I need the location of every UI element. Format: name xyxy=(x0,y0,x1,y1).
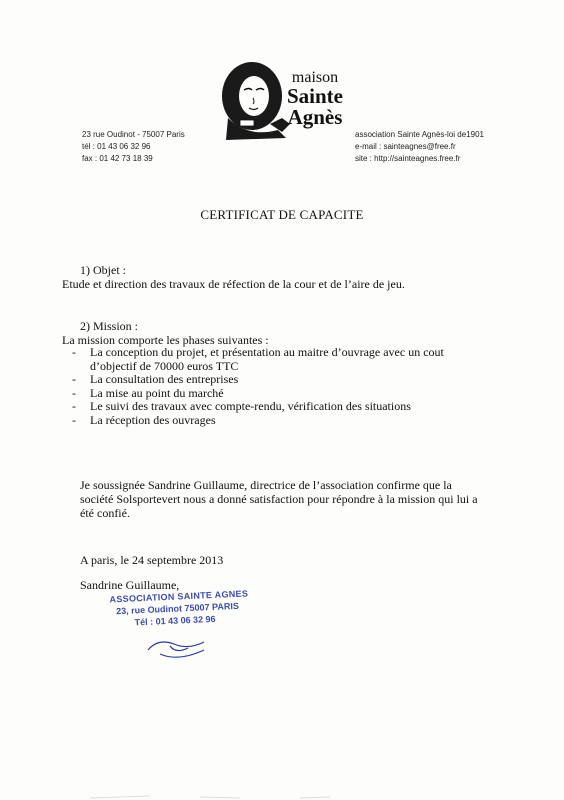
signer-name: Sandrine Guillaume, xyxy=(80,578,180,592)
mission-list xyxy=(72,346,444,427)
list-item: - Le suivi des travaux avec compte-rendu, vérification des situations xyxy=(72,399,411,413)
scan-edge-marks xyxy=(0,788,564,800)
confirmation-paragraph: Je soussignée Sandrine Guillaume, directrice de l’association confirme que la société Solsportevert nous a donné satisfaction pour répondre à la mission qui lui a été confié. xyxy=(80,478,478,520)
address-left xyxy=(82,129,185,165)
association-legal: association Sainte Agnès-loi de1901 xyxy=(355,130,484,139)
list-item: - La réception des ouvrages xyxy=(72,412,216,427)
association-email: e-mail : sainteagnes@free.fr xyxy=(355,142,456,151)
association-stamp xyxy=(109,587,270,630)
address-fax: fax : 01 42 73 18 39 xyxy=(82,154,153,163)
page-title: CERTIFICAT DE CAPACITE xyxy=(200,207,364,222)
section1-heading: 1) Objet : xyxy=(80,263,126,277)
signature-icon xyxy=(140,628,220,668)
stamp-line1: ASSOCIATION SAINTE AGNES xyxy=(109,588,249,605)
logo-line2: Sainte xyxy=(286,84,343,108)
list-item: - La mise au point du marché xyxy=(72,385,224,400)
stamp-line3: Tél : 01 43 06 32 96 xyxy=(134,613,216,628)
date-line: A paris, le 24 septembre 2013 xyxy=(80,553,224,567)
logo-wordmark xyxy=(270,70,360,128)
section1-text: Etude et direction des travaux de réfection de la cour et de l’aire de jeu. xyxy=(62,277,405,291)
address-phone: tél : 01 43 06 32 96 xyxy=(82,142,151,151)
list-item: - La consultation des entreprises xyxy=(72,372,239,386)
logo-line3: Agnès xyxy=(287,105,343,129)
stamp-line2: 23, rue Oudinot 75007 PARIS xyxy=(115,600,240,617)
address-right xyxy=(355,129,484,165)
section2-intro: La mission comporte les phases suivantes : xyxy=(62,333,269,347)
address-street: 23 rue Oudinot - 75007 Paris xyxy=(82,130,185,139)
section2-heading: 2) Mission : xyxy=(80,319,139,333)
logo-line1: maison xyxy=(291,69,339,86)
list-item: - La conception du projet, et présentation au maitre d’ouvrage avec un cout d’objectif de 70000 euros TTC xyxy=(72,345,444,373)
association-site: site : http://sainteagnes.free.fr xyxy=(355,154,461,163)
